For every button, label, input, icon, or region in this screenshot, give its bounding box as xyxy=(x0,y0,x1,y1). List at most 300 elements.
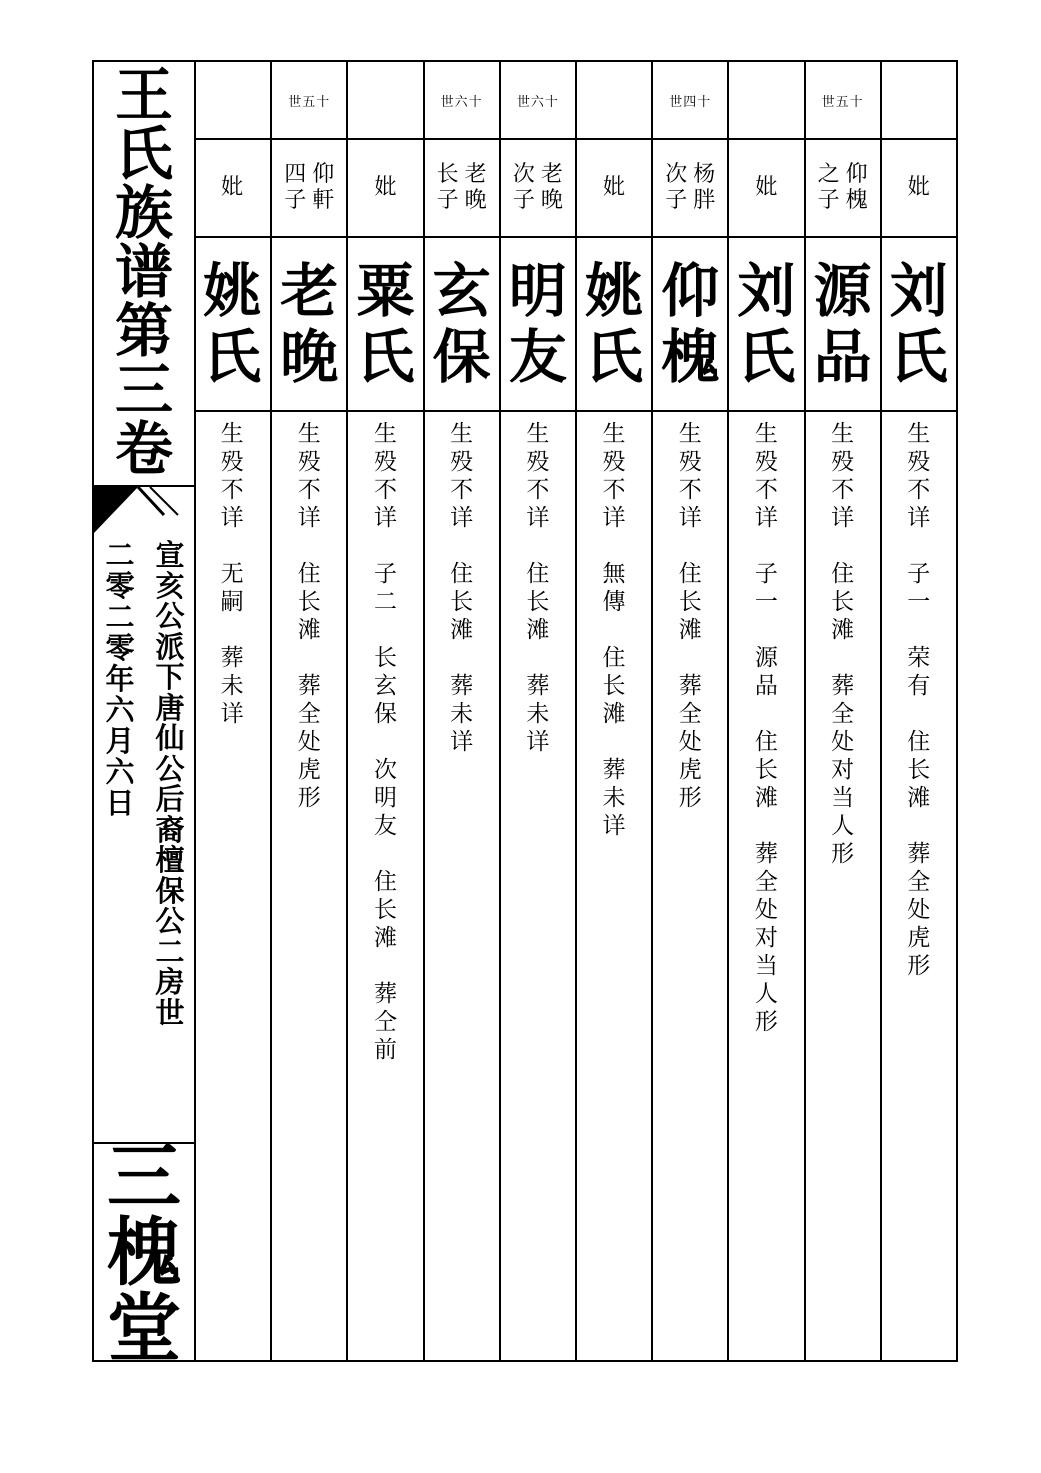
name-char: 品 xyxy=(813,323,872,391)
entry-column xyxy=(194,62,270,1360)
note-char: 友 xyxy=(373,813,397,839)
name-char: 刘 xyxy=(889,257,948,325)
note-char: 葬 xyxy=(297,673,321,699)
relation-char: 之 xyxy=(817,162,840,187)
char: 宣 xyxy=(155,538,185,572)
note-char: 不 xyxy=(754,477,778,503)
char: 二 xyxy=(105,600,135,634)
relation-label xyxy=(348,140,422,238)
note-char: 住 xyxy=(754,729,778,755)
compile-date xyxy=(100,540,140,819)
note-char: 详 xyxy=(450,505,474,531)
note-char xyxy=(272,644,346,672)
entry-column xyxy=(270,62,346,1360)
note-char: 葬 xyxy=(450,673,474,699)
note-char: 葬 xyxy=(831,673,855,699)
genealogy-page xyxy=(92,60,958,1372)
note-char: 形 xyxy=(678,785,702,811)
note-char: 住 xyxy=(297,561,321,587)
note-char xyxy=(577,616,651,644)
note-char: 人 xyxy=(831,813,855,839)
note-char: 前 xyxy=(373,1037,397,1063)
person-notes xyxy=(653,420,727,812)
note-char xyxy=(348,840,422,868)
note-char: 全 xyxy=(831,701,855,727)
char: 公 xyxy=(155,751,185,786)
relation-char: 晚 xyxy=(540,188,563,213)
name-char: 粟 xyxy=(356,257,415,325)
generation-label xyxy=(577,62,651,140)
note-char: 住 xyxy=(526,561,550,587)
person-notes xyxy=(348,420,422,1064)
relation-char: 杨 xyxy=(693,162,716,187)
note-char: 無 xyxy=(602,561,626,587)
note-char xyxy=(729,812,803,840)
relation-char: 仰 xyxy=(312,162,335,187)
relation-line xyxy=(284,162,306,214)
generation-label xyxy=(348,62,422,140)
note-char: 子 xyxy=(907,561,931,587)
relation-label xyxy=(729,140,803,238)
note-char: 滩 xyxy=(373,925,397,951)
note-char: 殁 xyxy=(831,449,855,475)
person-notes xyxy=(272,420,346,812)
note-char xyxy=(806,532,880,560)
name-char: 姚 xyxy=(585,257,644,325)
note-char: 详 xyxy=(602,505,626,531)
relation-label xyxy=(425,140,499,238)
relation-char: 长 xyxy=(436,162,459,187)
char: 堂 xyxy=(107,1286,181,1372)
person-notes xyxy=(882,420,956,980)
relation-char: 胖 xyxy=(693,188,716,213)
generation-label xyxy=(729,62,803,140)
relation-line xyxy=(693,162,715,214)
name-char: 仰 xyxy=(661,257,720,325)
relation-line xyxy=(221,175,243,201)
char: 日 xyxy=(105,786,135,820)
entry-column xyxy=(804,62,880,1360)
relation-label xyxy=(272,140,346,238)
entry-column xyxy=(651,62,727,1360)
note-char: 未 xyxy=(220,673,244,699)
note-char: 不 xyxy=(678,477,702,503)
note-char: 住 xyxy=(602,645,626,671)
note-char: 滩 xyxy=(831,617,855,643)
relation-char: 槐 xyxy=(845,188,868,213)
note-char: 长 xyxy=(678,589,702,615)
person-notes xyxy=(194,420,270,728)
relation-char: 四 xyxy=(284,162,307,187)
note-char: 住 xyxy=(450,561,474,587)
note-char: 长 xyxy=(602,673,626,699)
char: 族 xyxy=(114,179,173,247)
name-char: 槐 xyxy=(661,323,720,391)
note-char: 不 xyxy=(526,477,550,503)
note-char: 生 xyxy=(907,421,931,447)
note-char: 详 xyxy=(831,505,855,531)
note-char xyxy=(348,728,422,756)
char: 槐 xyxy=(107,1210,181,1296)
char: 卷 xyxy=(114,415,173,483)
note-char: 殁 xyxy=(220,449,244,475)
note-char: 对 xyxy=(754,925,778,951)
note-char: 形 xyxy=(297,785,321,811)
note-char: 殁 xyxy=(297,449,321,475)
char: 房 xyxy=(155,965,185,999)
generation-label: 世五十 xyxy=(272,62,346,140)
note-char: 一 xyxy=(907,589,931,615)
note-char: 详 xyxy=(220,701,244,727)
name-char: 明 xyxy=(508,257,567,325)
relation-line xyxy=(818,162,840,214)
name-char: 源 xyxy=(813,257,872,325)
char: 六 xyxy=(105,693,135,727)
note-char xyxy=(882,812,956,840)
note-char xyxy=(501,532,575,560)
note-char: 生 xyxy=(754,421,778,447)
note-char: 详 xyxy=(754,505,778,531)
char: 年 xyxy=(105,662,135,696)
note-char xyxy=(653,532,727,560)
note-char: 不 xyxy=(373,477,397,503)
note-char: 生 xyxy=(297,421,321,447)
relation-line xyxy=(465,162,487,214)
note-char: 处 xyxy=(678,729,702,755)
note-char xyxy=(653,644,727,672)
relation-line xyxy=(374,175,396,201)
person-notes xyxy=(729,420,803,1036)
note-char: 不 xyxy=(450,477,474,503)
name-char: 老 xyxy=(280,257,339,325)
note-char: 滩 xyxy=(678,617,702,643)
note-char: 住 xyxy=(373,869,397,895)
entry-columns xyxy=(194,62,956,1360)
person-name xyxy=(806,238,880,412)
note-char: 长 xyxy=(373,645,397,671)
person-name xyxy=(194,238,270,412)
char: 公 xyxy=(155,599,185,633)
note-char: 荣 xyxy=(907,645,931,671)
note-char: 详 xyxy=(907,505,931,531)
relation-char: 妣 xyxy=(374,175,397,200)
note-char: 生 xyxy=(831,421,855,447)
note-char xyxy=(882,616,956,644)
person-notes xyxy=(577,420,651,840)
generation-label: 世六十 xyxy=(501,62,575,140)
note-char xyxy=(272,532,346,560)
subtitle xyxy=(150,540,190,1028)
note-char: 处 xyxy=(907,897,931,923)
relation-char: 晚 xyxy=(464,188,487,213)
note-char: 源 xyxy=(754,645,778,671)
char: 王 xyxy=(114,61,173,129)
note-char: 住 xyxy=(907,729,931,755)
note-char: 有 xyxy=(907,673,931,699)
note-char xyxy=(729,700,803,728)
note-char: 滩 xyxy=(907,785,931,811)
generation-label xyxy=(194,62,270,140)
note-char: 详 xyxy=(526,505,550,531)
relation-char: 子 xyxy=(817,188,840,213)
note-char: 形 xyxy=(754,1009,778,1035)
entry-column xyxy=(880,62,956,1360)
note-char: 葬 xyxy=(678,673,702,699)
generation-label: 世五十 xyxy=(806,62,880,140)
hall-name xyxy=(94,1134,194,1372)
relation-label xyxy=(653,140,727,238)
char: 保 xyxy=(155,873,185,908)
relation-line xyxy=(846,162,868,214)
relation-line xyxy=(541,162,563,214)
char: 零 xyxy=(105,631,135,665)
note-char xyxy=(577,532,651,560)
note-char: 长 xyxy=(907,757,931,783)
person-name xyxy=(348,238,422,412)
generation-label xyxy=(882,62,956,140)
note-char: 葬 xyxy=(526,673,550,699)
relation-char: 妣 xyxy=(755,175,778,200)
note-char: 当 xyxy=(754,953,778,979)
char: 仙 xyxy=(155,721,185,755)
note-char: 不 xyxy=(602,477,626,503)
note-char: 不 xyxy=(220,477,244,503)
note-char: 殁 xyxy=(754,449,778,475)
note-char: 未 xyxy=(526,701,550,727)
note-char: 住 xyxy=(831,561,855,587)
note-char: 生 xyxy=(220,421,244,447)
note-char: 全 xyxy=(754,869,778,895)
person-name xyxy=(272,238,346,412)
entry-column xyxy=(423,62,499,1360)
relation-char: 仰 xyxy=(845,162,868,187)
entry-column xyxy=(346,62,422,1360)
relation-line xyxy=(908,175,930,201)
note-char: 详 xyxy=(373,505,397,531)
note-char: 葬 xyxy=(220,645,244,671)
char: 三 xyxy=(114,356,173,424)
note-char: 滩 xyxy=(754,785,778,811)
note-char: 生 xyxy=(602,421,626,447)
note-char: 生 xyxy=(373,421,397,447)
fold-mark-icon xyxy=(94,487,194,543)
note-char: 处 xyxy=(754,897,778,923)
note-char: 全 xyxy=(678,701,702,727)
relation-char: 妣 xyxy=(603,175,626,200)
relation-char: 子 xyxy=(512,188,535,213)
name-char: 玄 xyxy=(432,257,491,325)
name-char: 氏 xyxy=(356,323,415,391)
person-name xyxy=(729,238,803,412)
note-char: 住 xyxy=(678,561,702,587)
note-char: 生 xyxy=(450,421,474,447)
note-char: 葬 xyxy=(373,981,397,1007)
char: 氏 xyxy=(114,120,173,188)
person-notes xyxy=(425,420,499,756)
title-panel xyxy=(94,61,196,1372)
name-char: 友 xyxy=(508,323,567,391)
note-char: 形 xyxy=(907,953,931,979)
note-char: 长 xyxy=(450,589,474,615)
relation-char: 子 xyxy=(665,188,688,213)
note-char: 长 xyxy=(297,589,321,615)
note-char: 全 xyxy=(907,869,931,895)
person-name xyxy=(653,238,727,412)
note-char: 虎 xyxy=(297,757,321,783)
entry-column xyxy=(499,62,575,1360)
person-name xyxy=(501,238,575,412)
char: 二 xyxy=(155,934,185,969)
note-char: 殁 xyxy=(678,449,702,475)
note-char: 仝 xyxy=(373,1009,397,1035)
note-char xyxy=(348,532,422,560)
note-char: 傳 xyxy=(602,589,626,615)
name-char: 氏 xyxy=(585,323,644,391)
char: 后 xyxy=(155,782,185,816)
person-name xyxy=(425,238,499,412)
relation-char: 老 xyxy=(464,162,487,187)
note-char xyxy=(501,644,575,672)
note-char: 保 xyxy=(373,701,397,727)
note-char: 详 xyxy=(678,505,702,531)
relation-line xyxy=(755,175,777,201)
note-char xyxy=(882,532,956,560)
note-char: 详 xyxy=(602,813,626,839)
note-char: 玄 xyxy=(373,673,397,699)
note-char: 二 xyxy=(373,589,397,615)
name-char: 氏 xyxy=(889,323,948,391)
person-notes xyxy=(806,420,880,868)
note-char: 虎 xyxy=(907,925,931,951)
note-char: 殁 xyxy=(450,449,474,475)
note-char xyxy=(882,700,956,728)
note-char: 当 xyxy=(831,785,855,811)
name-char: 氏 xyxy=(737,323,796,391)
note-char xyxy=(806,644,880,672)
note-char xyxy=(425,644,499,672)
person-notes xyxy=(501,420,575,756)
note-char: 子 xyxy=(754,561,778,587)
note-char: 殁 xyxy=(526,449,550,475)
note-char: 对 xyxy=(831,757,855,783)
note-char: 滩 xyxy=(602,701,626,727)
char: 亥 xyxy=(155,568,185,603)
note-char xyxy=(425,532,499,560)
char: 公 xyxy=(155,904,185,938)
char: 世 xyxy=(155,995,185,1030)
note-char: 滩 xyxy=(526,617,550,643)
note-char: 品 xyxy=(754,673,778,699)
note-char xyxy=(729,532,803,560)
note-char: 处 xyxy=(297,729,321,755)
note-char: 虎 xyxy=(678,757,702,783)
char: 下 xyxy=(155,660,185,694)
char: 裔 xyxy=(155,812,185,847)
book-title xyxy=(94,62,194,487)
note-char: 次 xyxy=(373,757,397,783)
relation-char: 子 xyxy=(284,188,307,213)
note-char: 长 xyxy=(526,589,550,615)
note-char: 全 xyxy=(297,701,321,727)
note-char: 形 xyxy=(831,841,855,867)
note-char: 葬 xyxy=(907,841,931,867)
note-char: 详 xyxy=(450,729,474,755)
char: 三 xyxy=(107,1134,181,1220)
relation-line xyxy=(665,162,687,214)
relation-char: 妣 xyxy=(221,175,244,200)
note-char xyxy=(729,616,803,644)
note-char: 不 xyxy=(297,477,321,503)
relation-char: 老 xyxy=(540,162,563,187)
relation-char: 子 xyxy=(436,188,459,213)
relation-label xyxy=(501,140,575,238)
note-char xyxy=(348,616,422,644)
note-char: 一 xyxy=(754,589,778,615)
entry-column xyxy=(575,62,651,1360)
note-char: 明 xyxy=(373,785,397,811)
note-char: 滩 xyxy=(450,617,474,643)
note-char xyxy=(348,952,422,980)
note-char: 葬 xyxy=(602,757,626,783)
relation-line xyxy=(513,162,535,214)
note-char: 未 xyxy=(602,785,626,811)
note-char: 未 xyxy=(450,701,474,727)
note-char: 殁 xyxy=(907,449,931,475)
note-char: 处 xyxy=(831,729,855,755)
note-char: 葬 xyxy=(754,841,778,867)
name-char: 姚 xyxy=(203,257,262,325)
person-name xyxy=(882,238,956,412)
note-char: 无 xyxy=(220,561,244,587)
char: 月 xyxy=(105,724,135,758)
relation-label xyxy=(194,140,270,238)
char: 六 xyxy=(105,755,135,789)
relation-label xyxy=(577,140,651,238)
note-char: 殁 xyxy=(602,449,626,475)
name-char: 氏 xyxy=(203,323,262,391)
relation-char: 軒 xyxy=(312,188,335,213)
char: 唐 xyxy=(155,690,185,725)
entry-column xyxy=(727,62,803,1360)
note-char: 详 xyxy=(526,729,550,755)
relation-char: 次 xyxy=(665,162,688,187)
note-char: 不 xyxy=(907,477,931,503)
name-char: 晚 xyxy=(280,323,339,391)
char: 派 xyxy=(155,629,185,664)
note-char: 长 xyxy=(373,897,397,923)
note-char: 殁 xyxy=(373,449,397,475)
note-char: 人 xyxy=(754,981,778,1007)
note-char: 详 xyxy=(220,505,244,531)
char: 零 xyxy=(105,569,135,603)
note-char: 生 xyxy=(526,421,550,447)
char: 谱 xyxy=(114,238,173,306)
relation-label xyxy=(806,140,880,238)
generation-label: 世六十 xyxy=(425,62,499,140)
generation-label: 世四十 xyxy=(653,62,727,140)
char: 二 xyxy=(105,538,135,572)
note-char: 生 xyxy=(678,421,702,447)
note-char xyxy=(577,728,651,756)
note-char: 长 xyxy=(831,589,855,615)
note-char xyxy=(194,616,270,644)
note-char: 滩 xyxy=(297,617,321,643)
relation-char: 次 xyxy=(512,162,535,187)
note-char: 嗣 xyxy=(220,589,244,615)
name-char: 刘 xyxy=(737,257,796,325)
note-char: 长 xyxy=(754,757,778,783)
person-name xyxy=(577,238,651,412)
